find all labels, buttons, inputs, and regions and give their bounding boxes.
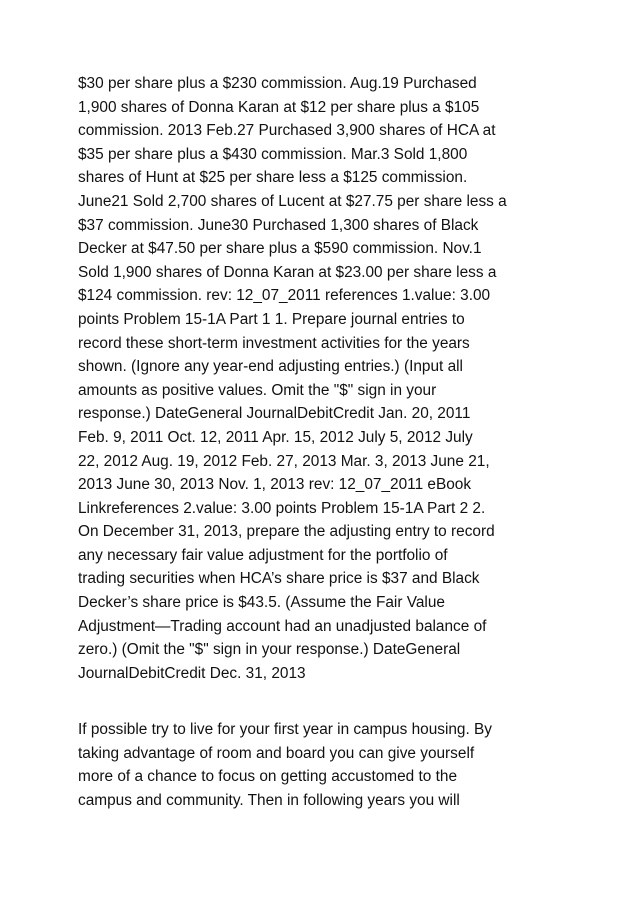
- text-line: amounts as positive values. Omit the "$" sign in your: [78, 381, 437, 399]
- text-line: $30 per share plus a $230 commission. Aug.19 Purchased: [78, 75, 477, 92]
- text-line: campus and community. Then in following years you will: [78, 791, 460, 809]
- text-line: $37 commission. June30 Purchased 1,300 shares of Black: [78, 216, 479, 234]
- text-line: June21 Sold 2,700 shares of Lucent at $27.75 per share less a: [78, 192, 507, 210]
- text-line: JournalDebitCredit Dec. 31, 2013: [78, 664, 306, 682]
- text-line: commission. 2013 Feb.27 Purchased 3,900 shares of HCA at: [78, 122, 496, 140]
- text-line: Decker at $47.50 per share plus a $590 commission. Nov.1: [78, 240, 482, 258]
- text-line: points Problem 15-1A Part 1 1. Prepare journal entries to: [78, 310, 465, 328]
- text-line: Linkreferences 2.value: 3.00 points Problem 15-1A Part 2 2.: [78, 499, 486, 517]
- text-line: shares of Hunt at $25 per share less a $125 commission.: [78, 169, 468, 187]
- text-line: trading securities when HCA’s share price is $37 and Black: [78, 570, 480, 588]
- text-line: On December 31, 2013, prepare the adjusting entry to record: [78, 523, 495, 541]
- text-line: Adjustment—Trading account had an unadjusted balance of: [78, 617, 487, 635]
- paragraph-problem-text: [78, 72, 578, 685]
- text-line: shown. (Ignore any year-end adjusting entries.) (Input all: [78, 358, 463, 376]
- text-line: record these short-term investment activities for the years: [78, 334, 470, 352]
- text-line: If possible try to live for your first year in campus housing. By: [78, 721, 493, 738]
- text-line: response.) DateGeneral JournalDebitCredit Jan. 20, 2011: [78, 405, 471, 423]
- text-line: 2013 June 30, 2013 Nov. 1, 2013 rev: 12_07_2011 eBook: [78, 476, 472, 494]
- text-line: $124 commission. rev: 12_07_2011 references 1.value: 3.00: [78, 287, 491, 305]
- text-line: Decker’s share price is $43.5. (Assume the Fair Value: [78, 594, 445, 612]
- text-line: taking advantage of room and board you can give yourself: [78, 744, 475, 762]
- text-line: Feb. 9, 2011 Oct. 12, 2011 Apr. 15, 2012 July 5, 2012 July: [78, 428, 473, 446]
- text-line: 1,900 shares of Donna Karan at $12 per share plus a $105: [78, 98, 480, 116]
- text-line: zero.) (Omit the "$" sign in your response.) DateGeneral: [78, 641, 461, 659]
- paragraph-campus-housing: [78, 718, 578, 812]
- text-line: 22, 2012 Aug. 19, 2012 Feb. 27, 2013 Mar. 3, 2013 June 21,: [78, 452, 490, 470]
- text-line: any necessary fair value adjustment for the portfolio of: [78, 546, 448, 564]
- text-line: more of a chance to focus on getting accustomed to the: [78, 768, 458, 786]
- text-line: $35 per share plus a $430 commission. Mar.3 Sold 1,800: [78, 145, 468, 163]
- text-line: Sold 1,900 shares of Donna Karan at $23.00 per share less a: [78, 263, 497, 281]
